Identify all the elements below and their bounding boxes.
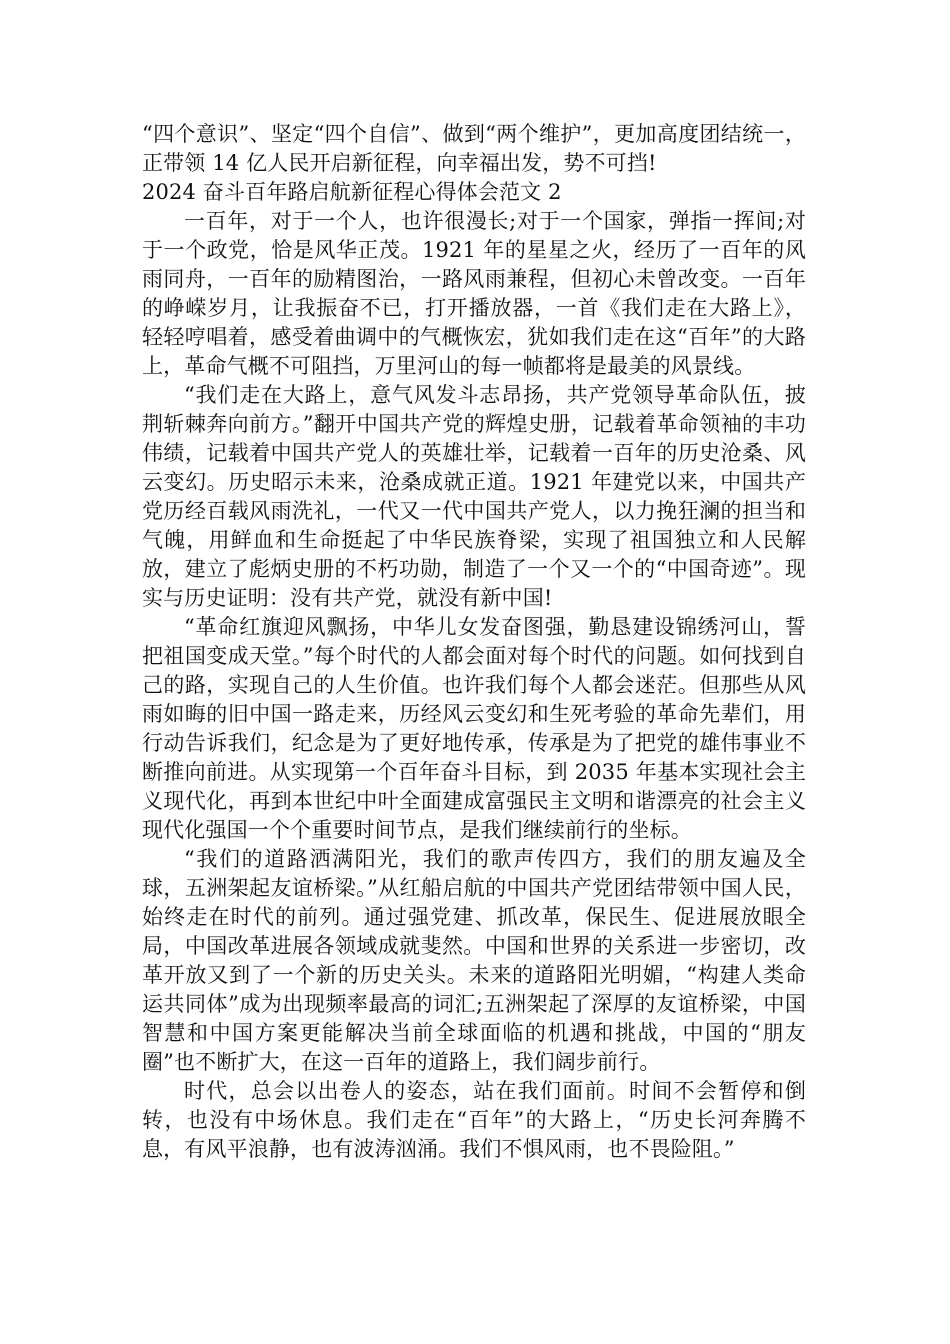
paragraph-3: “革命红旗迎风飘扬，中华儿女发奋图强，勤恳建设锦绣河山，誓把祖国变成天堂。”每个时代的人都会面对每个时代的问题。如何找到自己的路，实现自己的人生价值。也许我们每个人都会迷茫。但那些从风雨如晦的旧中国一路走来，历经风云变幻和生死考验的革命先辈们，用行动告诉我们，纪念是为了更好地传承，传承是为了把党的雄伟事业不断推向前进。从实现第一个百年奋斗目标，到 2035 年基本实现社会主义现代化，再到本世纪中叶全面建成富强民主文明和谐漂亮的社会主义现代化强国一个个重要时间节点，是我们继续前行的坐标。 xyxy=(142,615,806,842)
paragraph-2: “我们走在大路上，意气风发斗志昂扬，共产党领导革命队伍，披荆斩棘奔向前方。”翻开中国共产党的辉煌史册，记载着革命领袖的丰功伟绩，记载着中国共产党人的英雄壮举，记载着一百年的历史沧桑、风云变幻。历史昭示未来，沧桑成就正道。1921 年建党以来，中国共产党历经百载风雨洗礼，一代又一代中国共产党人，以力挽狂澜的担当和气魄，用鲜血和生命挺起了中华民族脊梁，实现了祖国独立和人民解放，建立了彪炳史册的不朽功勋，制造了一个又一个的“中国奇迹”。现实与历史证明：没有共产党，就没有新中国! xyxy=(142,383,806,610)
paragraph-1: 一百年，对于一个人，也许很漫长;对于一个国家，弹指一挥间;对于一个政党，恰是风华正茂。1921 年的星星之火，经历了一百年的风雨同舟，一百年的励精图治，一路风雨兼程，但初心未曾改变。一百年的峥嵘岁月，让我振奋不已，打开播放器，一首《我们走在大路上》，轻轻哼唱着，感受着曲调中的气概恢宏，犹如我们走在这“百年”的大路上，革命气概不可阻挡，万里河山的每一帧都将是最美的风景线。 xyxy=(142,209,806,378)
document-title: 2024 奋斗百年路启航新征程心得体会范文 2 xyxy=(142,180,562,204)
document-page xyxy=(142,120,806,1164)
paragraph-5: 时代，总会以出卷人的姿态，站在我们面前。时间不会暂停和倒转，也没有中场休息。我们走在“百年”的大路上，“历史长河奔腾不息，有风平浪静，也有波涛汹涌。我们不惧风雨，也不畏险阻。” xyxy=(142,1079,806,1161)
intro-text: “四个意识”、坚定“四个自信”、做到“两个维护”，更加高度团结统一，正带领 14 亿人民开启新征程，向幸福出发，势不可挡! xyxy=(142,122,806,175)
paragraph-4: “我们的道路洒满阳光，我们的歌声传四方，我们的朋友遍及全球，五洲架起友谊桥梁。”从红船启航的中国共产党团结带领中国人民，始终走在时代的前列。通过强党建、抓改革，保民生、促进展放眼全局，中国改革进展各领域成就斐然。中国和世界的关系进一步密切，改革开放又到了一个新的历史关头。未来的道路阳光明媚，“构建人类命运共同体”成为出现频率最高的词汇;五洲架起了深厚的友谊桥梁，中国智慧和中国方案更能解决当前全球面临的机遇和挑战，中国的“朋友圈”也不断扩大，在这一百年的道路上，我们阔步前行。 xyxy=(142,847,806,1074)
